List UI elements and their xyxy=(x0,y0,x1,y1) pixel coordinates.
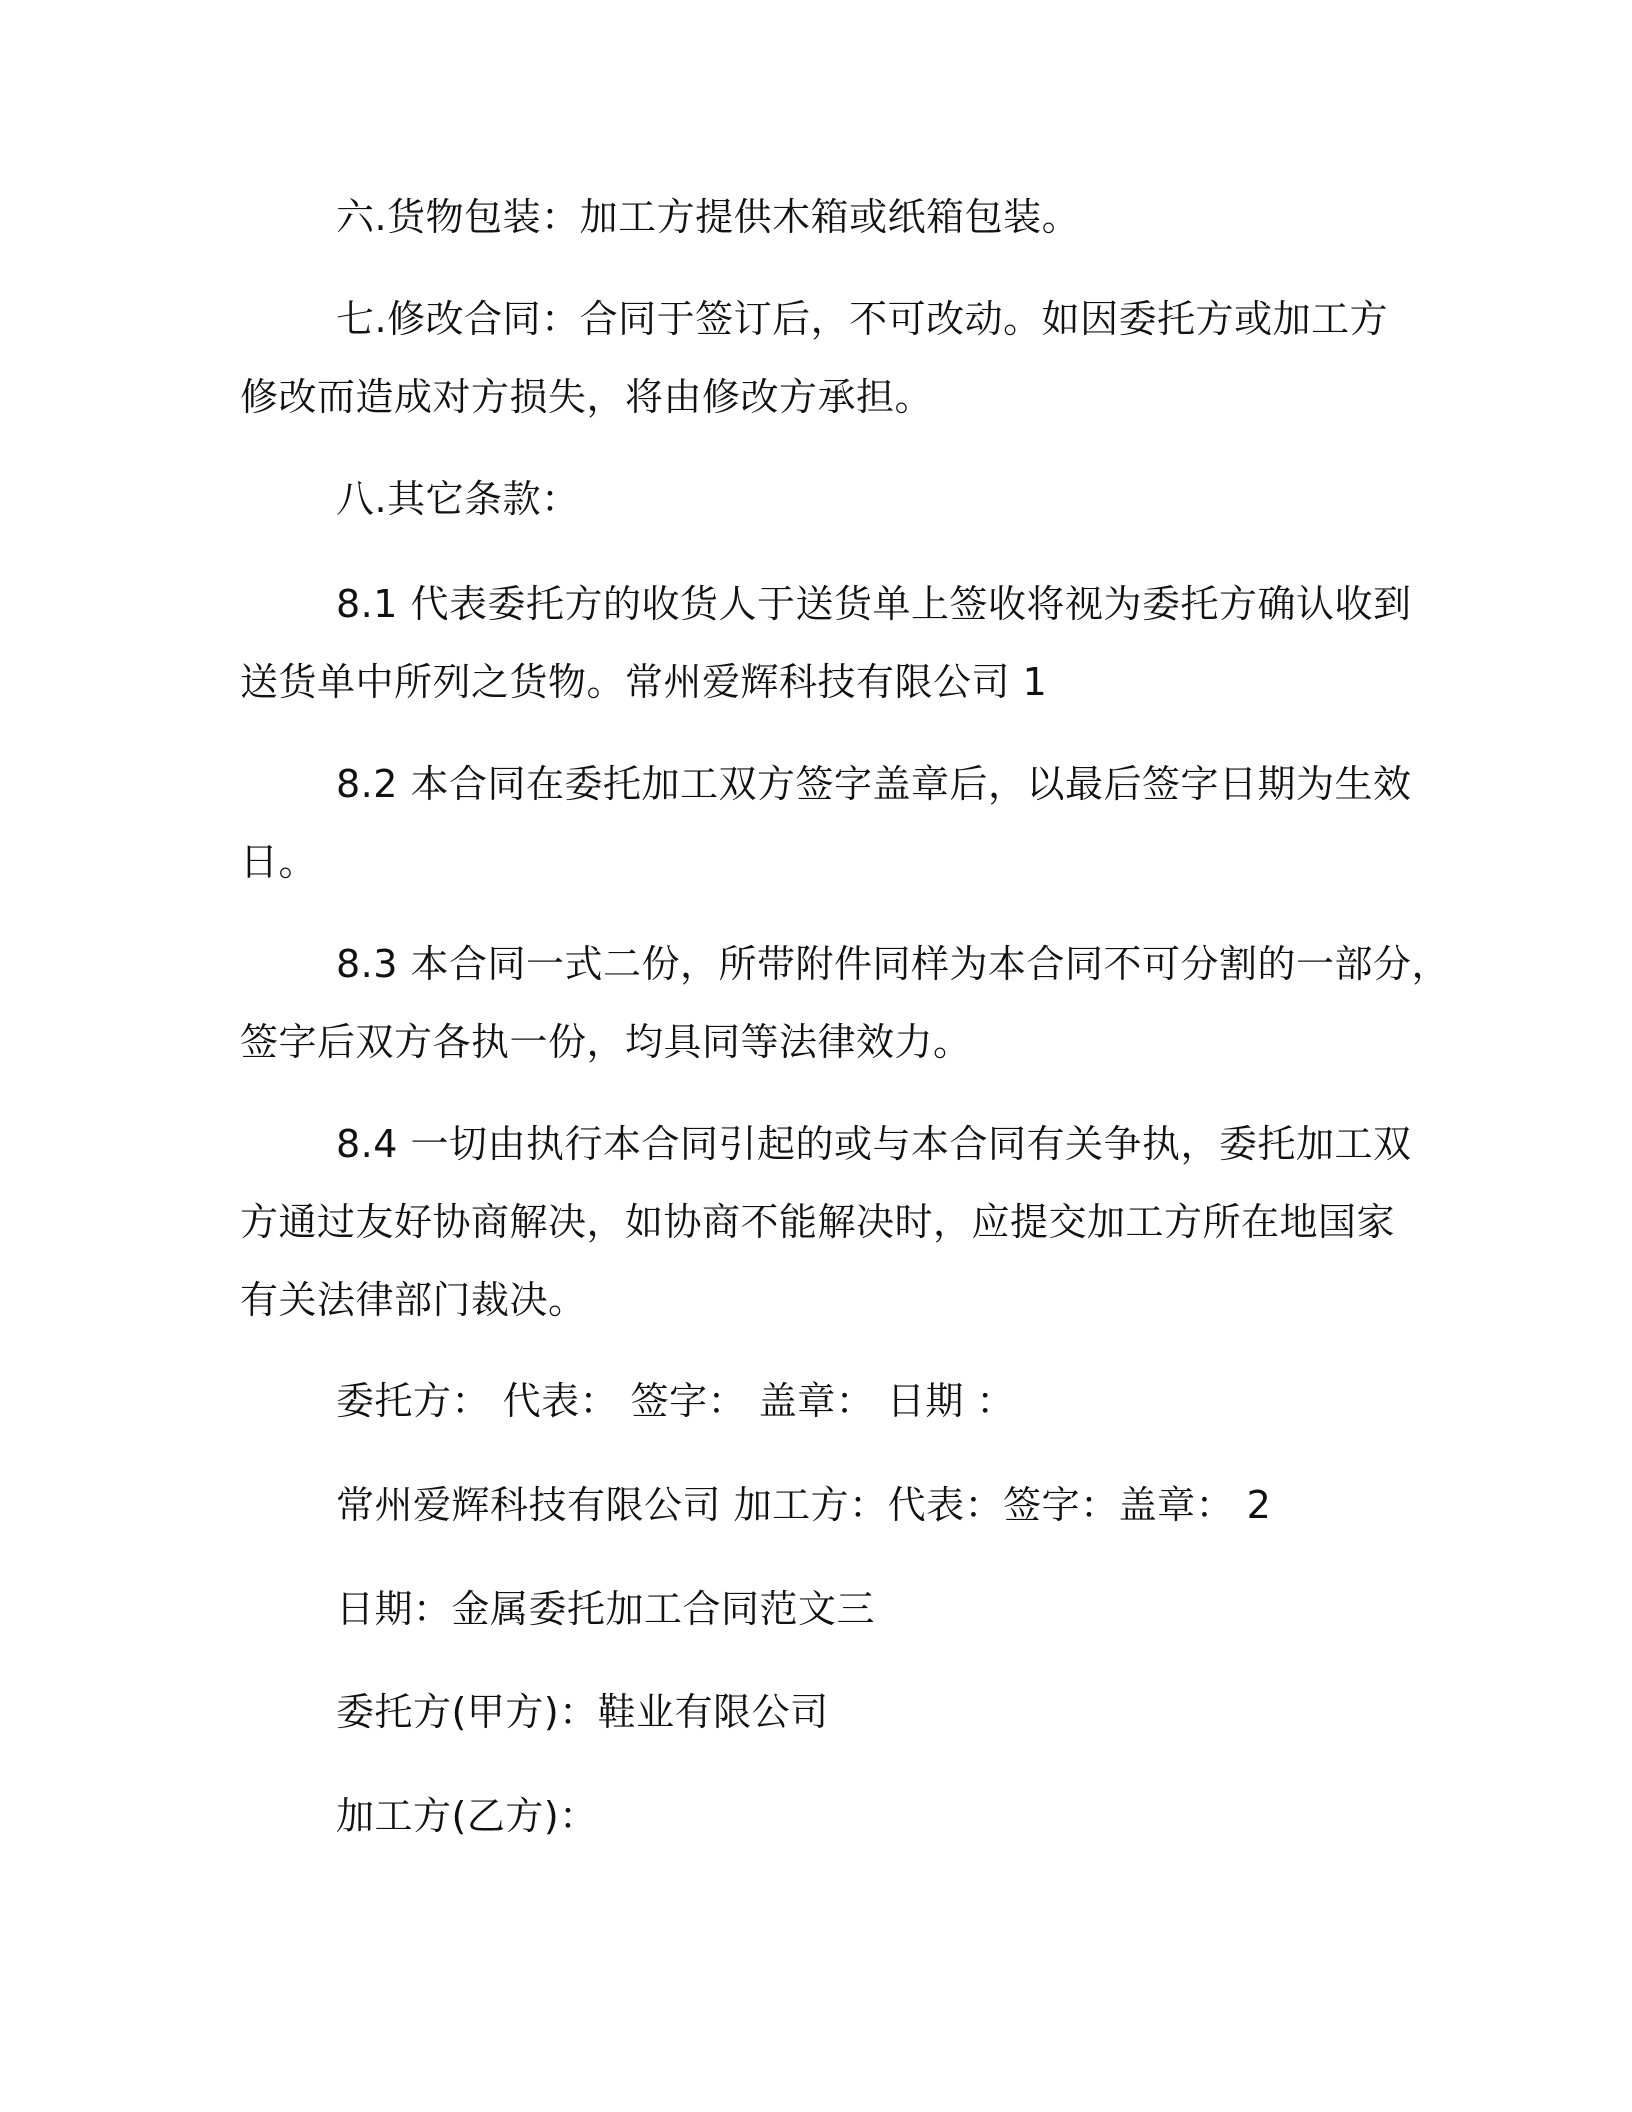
text-line: 常州爱辉科技有限公司 加工方：代表：签字：盖章： 2 xyxy=(336,1483,1272,1527)
text-line: 日。 xyxy=(240,840,318,884)
paragraph-clause-8-3 xyxy=(240,925,1451,1081)
text-line: 委托方(甲方)：鞋业有限公司 xyxy=(336,1690,829,1734)
text-line: 八.其它条款： xyxy=(336,477,580,521)
text-line: 有关法律部门裁决。 xyxy=(240,1278,587,1322)
paragraph-clause-8-4 xyxy=(240,1105,1412,1339)
paragraph-party-a xyxy=(240,1673,1400,1751)
paragraph-processor-signature xyxy=(240,1466,1400,1544)
text-line: 七.修改合同：合同于签订后，不可改动。如因委托方或加工方 xyxy=(336,297,1389,341)
paragraph-principal-signature xyxy=(240,1362,1400,1440)
text-line: 方通过友好协商解决，如协商不能解决时，应提交加工方所在地国家 xyxy=(240,1200,1396,1244)
paragraph-clause-8-1 xyxy=(240,565,1412,721)
paragraph-clause-8-2 xyxy=(240,745,1412,901)
text-line: 六.货物包装：加工方提供木箱或纸箱包装。 xyxy=(336,195,1081,239)
text-line: 委托方： 代表： 签字： 盖章： 日期 ： xyxy=(336,1379,1015,1423)
paragraph-contract-modification xyxy=(240,280,1400,436)
text-line: 8.1 代表委托方的收货人于送货单上签收将视为委托方确认收到 xyxy=(336,582,1412,626)
text-line: 修改而造成对方损失，将由修改方承担。 xyxy=(240,375,934,419)
paragraph-date-template-title xyxy=(240,1570,1400,1648)
text-line: 8.4 一切由执行本合同引起的或与本合同有关争执，委托加工双 xyxy=(336,1122,1412,1166)
text-line: 加工方(乙方)： xyxy=(336,1794,598,1838)
paragraph-party-b xyxy=(240,1777,1400,1855)
text-line: 送货单中所列之货物。常州爱辉科技有限公司 1 xyxy=(240,660,1048,704)
text-line: 8.2 本合同在委托加工双方签字盖章后，以最后签字日期为生效 xyxy=(336,762,1412,806)
paragraph-packaging xyxy=(240,178,1400,256)
paragraph-other-terms-heading xyxy=(240,460,1400,538)
text-line: 8.3 本合同一式二份，所带附件同样为本合同不可分割的一部分， xyxy=(336,942,1451,986)
text-line: 签字后双方各执一份，均具同等法律效力。 xyxy=(240,1020,972,1064)
text-line: 日期：金属委托加工合同范文三 xyxy=(336,1587,876,1631)
